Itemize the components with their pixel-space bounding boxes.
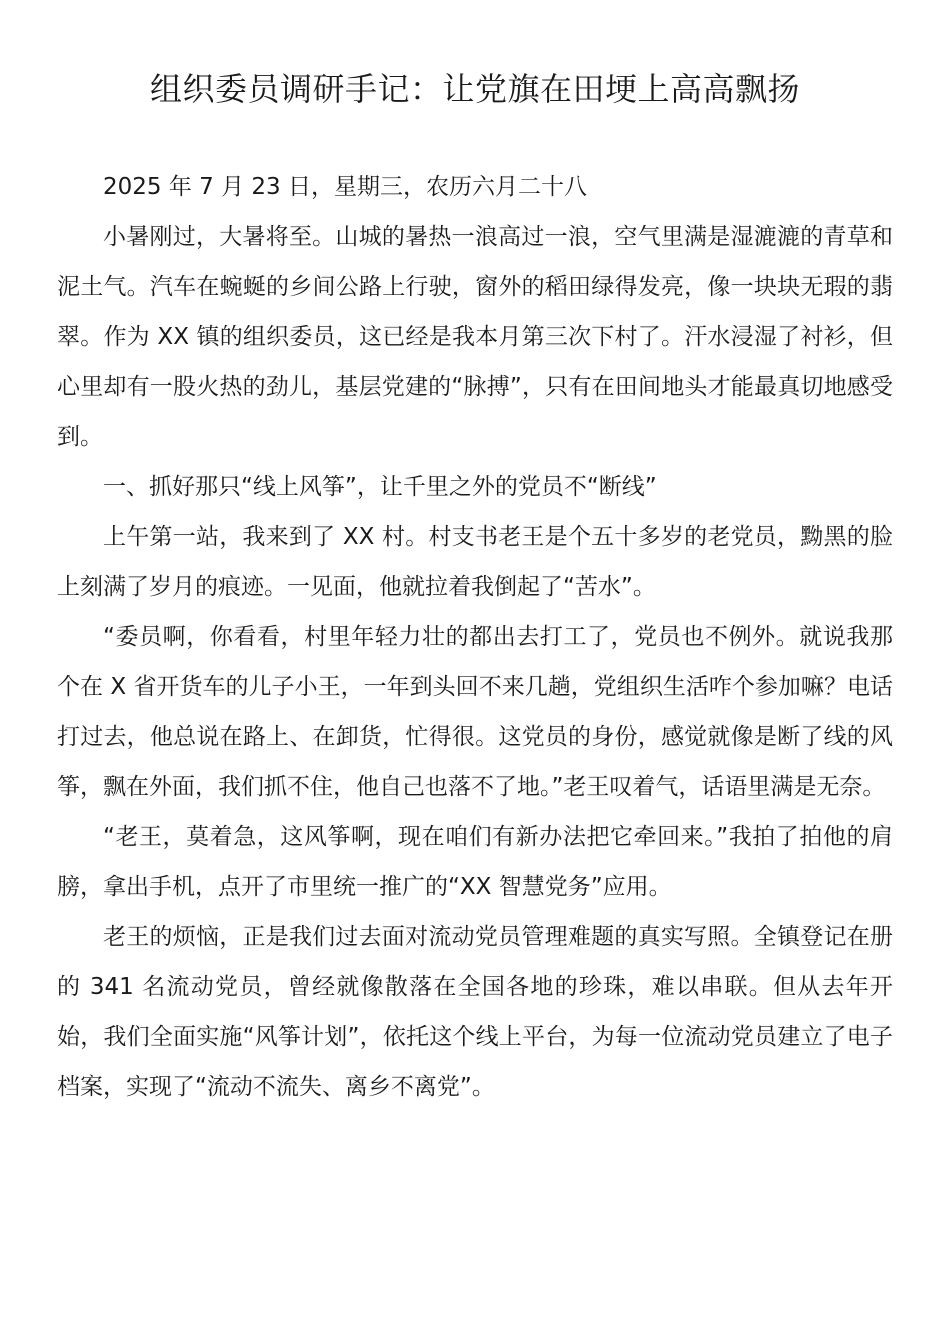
- date-line: 2025 年 7 月 23 日，星期三，农历六月二十八: [103, 174, 587, 200]
- document-title: 组织委员调研手记：让党旗在田埂上高高飘扬: [149, 70, 800, 108]
- paragraph: “委员啊，你看看，村里年轻力壮的都出去打工了，党员也不例外。就说我那个在 X 省开货车的儿子小王，一年到头回不来几趟，党组织生活咋个参加嘛？电话打过去，他总说在路上、在卸货，忙得很。这党员的身份，感觉就像是断了线的风筝，飘在外面，我们抓不住，他自己也落不了地。”老王叹着气，话语里满是无奈。: [57, 624, 893, 800]
- paragraph: “老王，莫着急，这风筝啊，现在咱们有新办法把它牵回来。”我拍了拍他的肩膀，拿出手机，点开了市里统一推广的“XX 智慧党务”应用。: [57, 824, 893, 900]
- paragraph: 上午第一站，我来到了 XX 村。村支书老王是个五十多岁的老党员，黝黑的脸上刻满了岁月的痕迹。一见面，他就拉着我倒起了“苦水”。: [57, 524, 893, 600]
- document-body: [57, 162, 893, 1112]
- paragraph: 老王的烦恼，正是我们过去面对流动党员管理难题的真实写照。全镇登记在册的 341 名流动党员，曾经就像散落在全国各地的珍珠，难以串联。但从去年开始，我们全面实施“风筝计划”，依托这个线上平台，为每一位流动党员建立了电子档案，实现了“流动不流失、离乡不离党”。: [57, 924, 893, 1100]
- paragraph-intro: 小暑刚过，大暑将至。山城的暑热一浪高过一浪，空气里满是湿漉漉的青草和泥土气。汽车在蜿蜒的乡间公路上行驶，窗外的稻田绿得发亮，像一块块无瑕的翡翠。作为 XX 镇的组织委员，这已经是我本月第三次下村了。汗水浸湿了衬衫，但心里却有一股火热的劲儿，基层党建的“脉搏”，只有在田间地头才能最真切地感受到。: [57, 224, 893, 450]
- section-heading: 一、抓好那只“线上风筝”，让千里之外的党员不“断线”: [103, 474, 657, 500]
